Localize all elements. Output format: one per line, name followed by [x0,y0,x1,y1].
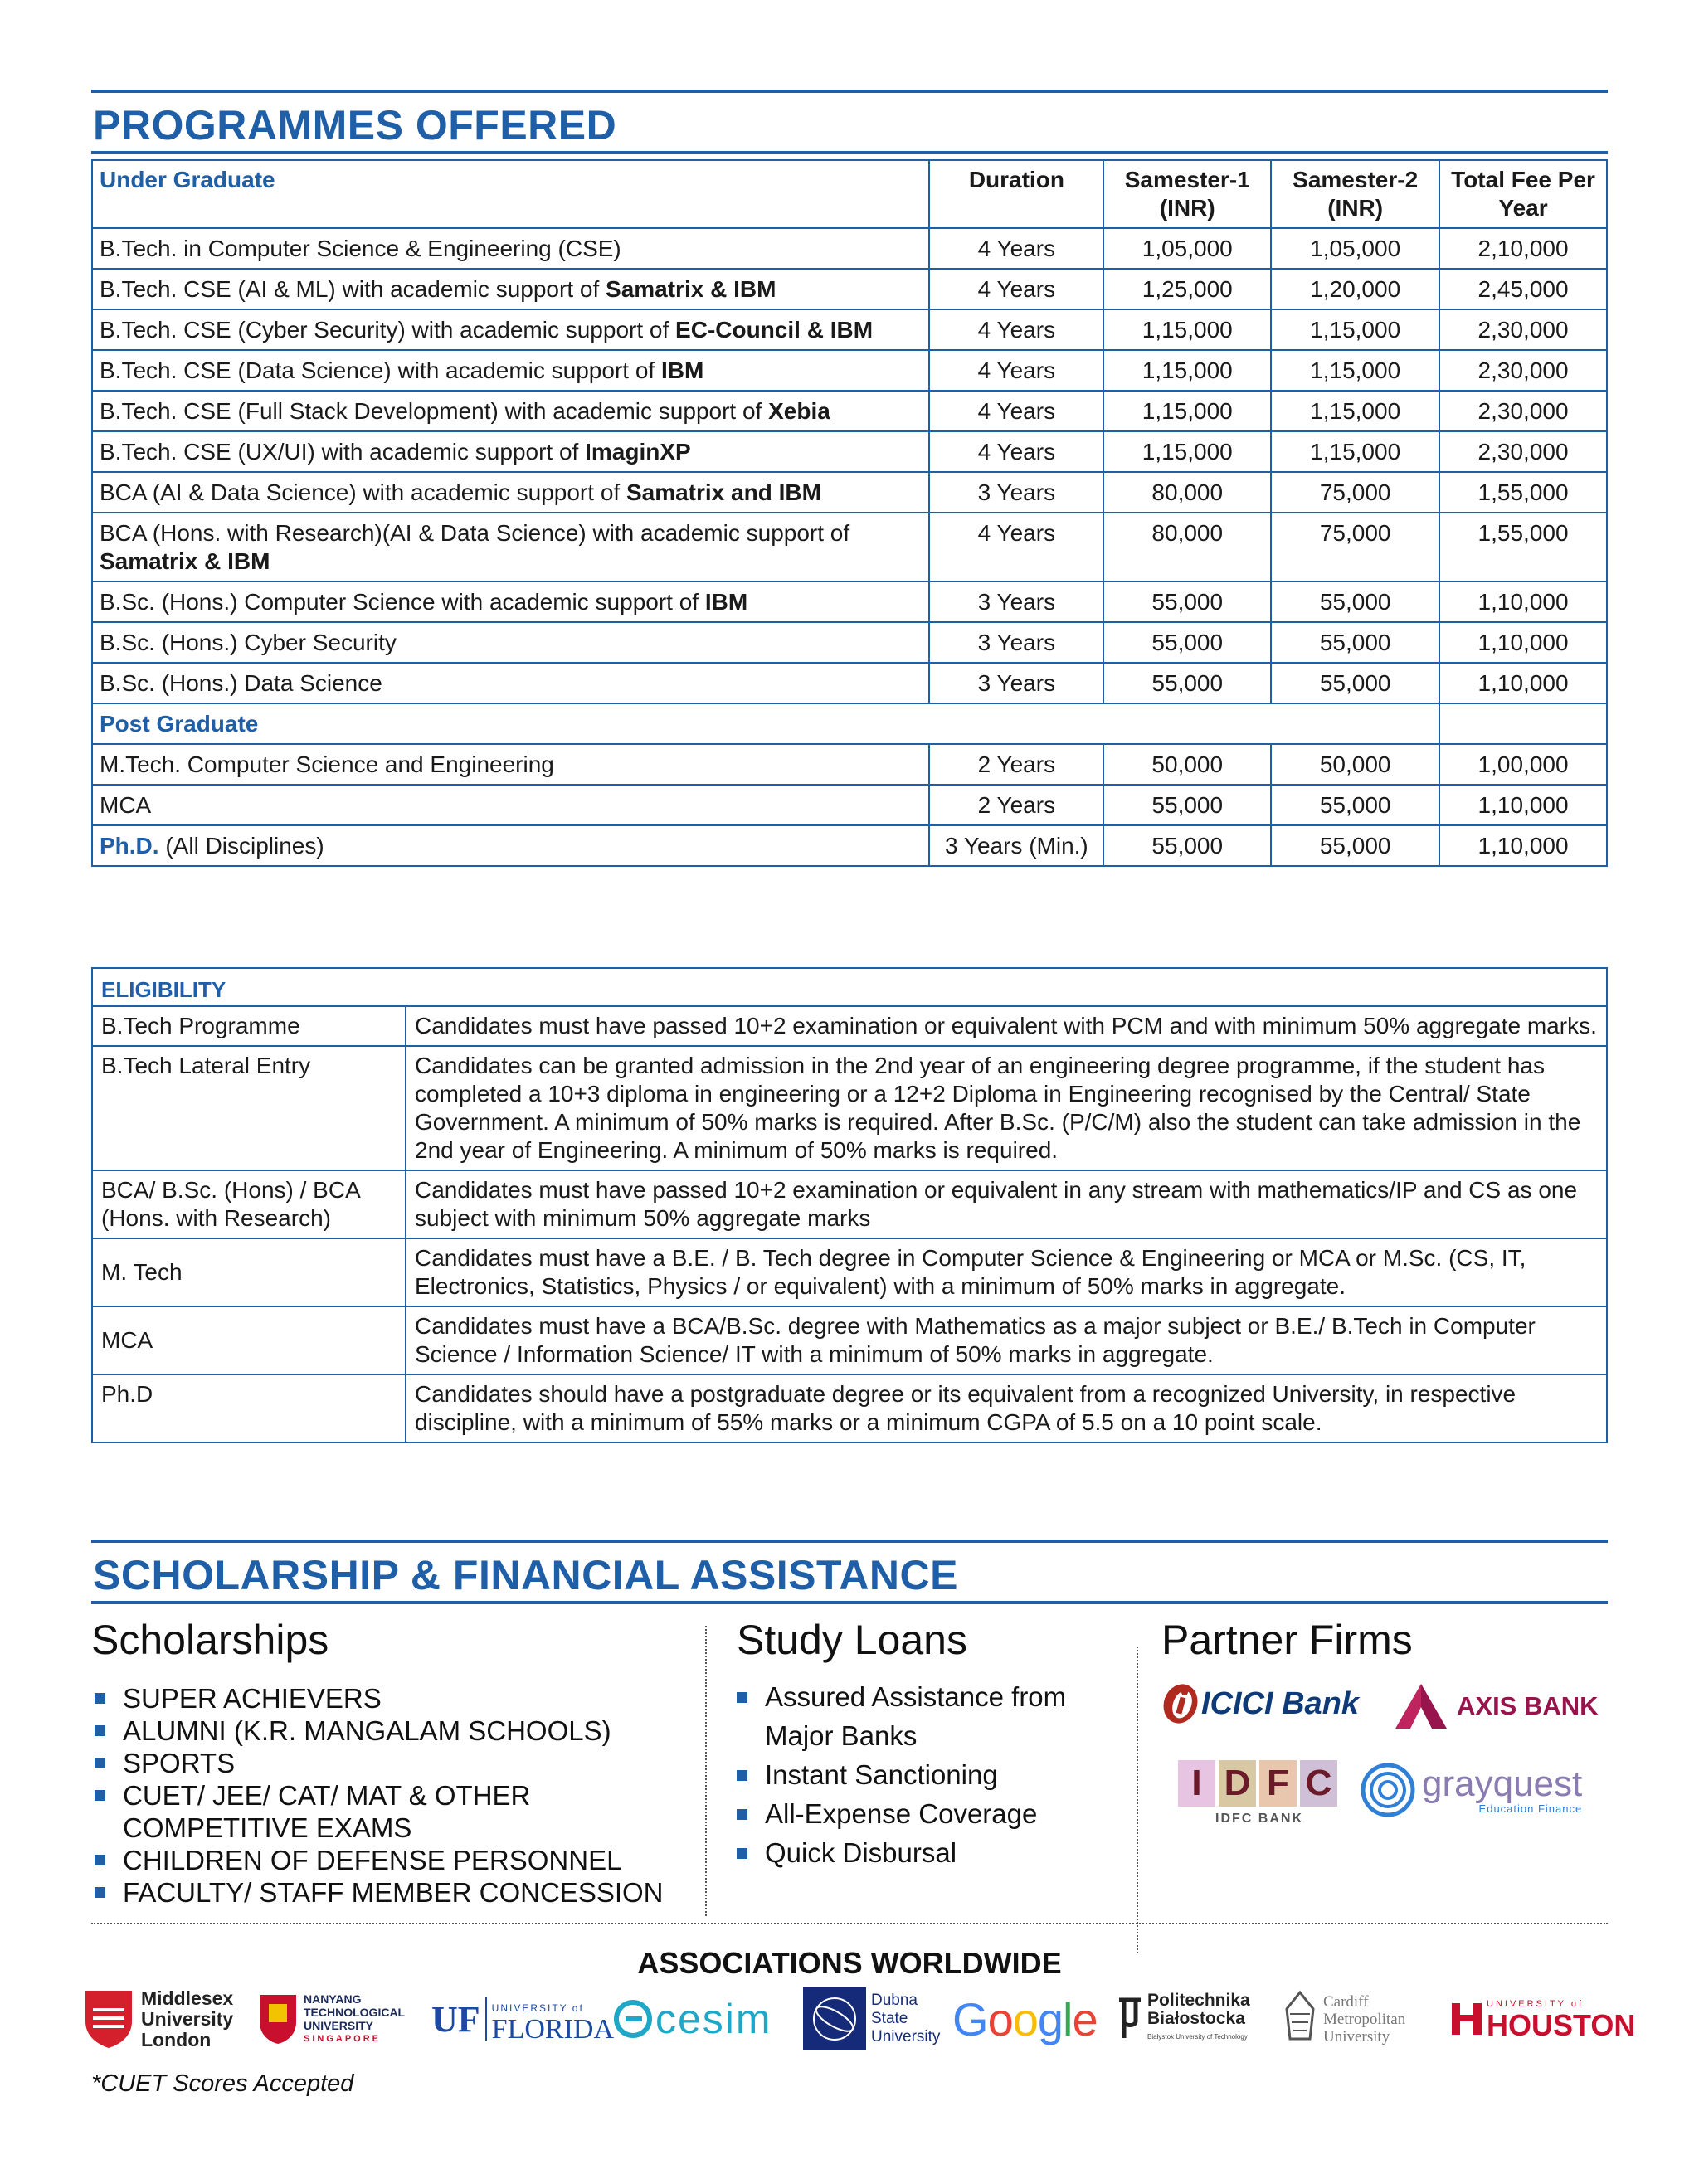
programme-name [92,350,929,391]
bialystok-line: Białostocka [1147,2009,1245,2028]
semester-2-fee: 75,000 [1271,472,1439,513]
total-fee: 2,10,000 [1439,228,1607,269]
programme-name [92,431,929,472]
axis-emblem-icon [1394,1682,1448,1730]
eligibility-title: ELIGIBILITY [92,968,1607,1006]
programme-name [92,472,929,513]
duration-cell: 3 Years [929,472,1103,513]
duration-cell: 3 Years [929,581,1103,622]
eligibility-criteria: Candidates can be granted admission in the 2nd year of an engineering degree programme, if the student has completed a 10+3 diploma in engineering or a 12+2 Diploma in Engineering recognised by the Central/ State Government. A minimum of 50% marks is required. After B.Sc. (P/C/M) also the student can take admission in the 2nd year of Engineering. A minimum of 50% marks is required. [406,1046,1607,1170]
scholarship-section-header [91,1540,1608,1604]
cardiff-emblem-icon [1282,1989,1318,2049]
semester-2-fee: 50,000 [1271,744,1439,785]
semester-1-fee: 80,000 [1103,472,1271,513]
google-letter: l [1063,1992,1073,2045]
dubna-line: Dubna [871,1992,918,2009]
footnote: *CUET Scores Accepted [91,2070,354,2097]
list-item: CHILDREN OF DEFENSE PERSONNEL [93,1844,707,1876]
idfc-subtitle: IDFC BANK [1215,1812,1303,1826]
programme-title: B.Tech. CSE (Cyber Security) with academic support of [100,317,676,343]
programme-name [92,228,929,269]
programme-title: BCA (Hons. with Research)(AI & Data Science) with academic support of [100,520,850,546]
total-fee: 1,10,000 [1439,663,1607,703]
google-letter: o [1012,1992,1038,2045]
eligibility-header-row [92,968,1607,1006]
ntu-name [304,1992,405,2045]
bialystok-logo [1116,1984,1250,2054]
bialystok-subtitle: Białystok University of Technology [1147,2033,1248,2041]
total-fee: 1,10,000 [1439,581,1607,622]
grayquest-subtitle: Education Finance [1478,1802,1583,1815]
eligibility-criteria: Candidates must have a BCA/B.Sc. degree with Mathematics as a major subject or B.E./ B.Tech in Computer Science / Information Science/ IT with a minimum of 50% marks in aggregate. [406,1306,1607,1374]
semester-2-fee: 55,000 [1271,663,1439,703]
google-letter: g [1037,1992,1064,2045]
eligibility-programme: MCA [92,1306,406,1374]
table-row [92,472,1607,513]
scholarships-list [93,1682,707,1909]
study-loans-heading: Study Loans [737,1617,967,1663]
uf-mark: UF [431,1998,480,2040]
semester-2-fee: 1,15,000 [1271,391,1439,431]
programme-name [92,825,929,866]
partner-name: IBM [704,589,748,615]
cardiff-name [1323,1993,1405,2045]
duration-cell: 3 Years (Min.) [929,825,1103,866]
column-divider [705,1626,707,1916]
partner-name: Samatrix & IBM [100,548,270,574]
programme-name: MCA [92,785,929,825]
cesim-name: cesim [655,1996,772,2042]
semester-2-fee: 55,000 [1271,825,1439,866]
list-item: Assured Assistance from Major Banks [735,1677,1125,1755]
table-row [92,228,1607,269]
programme-title: B.Sc. (Hons.) Data Science [100,670,382,696]
bialystok-emblem-icon [1116,1997,1144,2041]
ntu-crest-icon [257,1992,299,2045]
partner-firms-heading: Partner Firms [1161,1617,1413,1663]
ntu-line: TECHNOLOGICAL [304,2006,406,2019]
semester-1-fee: 1,15,000 [1103,309,1271,350]
icici-emblem-icon [1161,1682,1200,1725]
programme-title: B.Tech. CSE (Full Stack Development) with academic support of [100,398,769,424]
idfc-bank-logo [1178,1760,1341,1826]
partner-name: ImaginXP [585,439,691,465]
middlesex-logo [83,1984,233,2054]
uf-small: UNIVERSITY of [491,2002,584,2014]
scholarship-title: SCHOLARSHIP & FINANCIAL ASSISTANCE [93,1552,959,1598]
programmes-section-header [91,90,1608,154]
programme-name [92,622,929,663]
icici-bank-name: ICICI Bank [1201,1685,1360,1721]
table-row [92,269,1607,309]
total-fee: 1,10,000 [1439,825,1607,866]
idfc-letter-tile: I [1178,1760,1215,1807]
bialystok-name [1147,1992,1250,2046]
google-letter: o [987,1992,1013,2045]
divider [91,151,1608,154]
header-under-graduate: Under Graduate [92,160,929,228]
header-total-fee: Total Fee Per Year [1439,160,1607,228]
duration-cell: 2 Years [929,785,1103,825]
phd-label: Ph.D. [100,833,159,859]
total-fee: 2,30,000 [1439,350,1607,391]
programme-name [92,663,929,703]
eligibility-row [92,1306,1607,1374]
table-row [92,581,1607,622]
semester-1-fee: 1,15,000 [1103,431,1271,472]
table-header-row [92,160,1607,228]
programmes-title: PROGRAMMES OFFERED [93,102,617,148]
programme-title: B.Tech. in Computer Science & Engineering (CSE) [100,236,621,261]
google-wordmark [952,1992,1098,2046]
study-loans-list [735,1677,1125,1872]
column-divider [1137,1647,1138,1953]
semester-1-fee: 50,000 [1103,744,1271,785]
duration-cell: 4 Years [929,309,1103,350]
google-letter: e [1072,1992,1098,2045]
eligibility-programme: B.Tech Programme [92,1006,406,1046]
semester-2-fee: 75,000 [1271,513,1439,581]
semester-2-fee: 55,000 [1271,785,1439,825]
section-divider [91,1923,1608,1924]
eligibility-row [92,1238,1607,1306]
dubna-emblem-icon [803,1987,866,2050]
table-row [92,513,1607,581]
post-graduate-row [92,703,1607,744]
middlesex-line: University [141,2007,234,2030]
semester-1-fee: 55,000 [1103,785,1271,825]
duration-cell: 4 Years [929,350,1103,391]
table-row [92,309,1607,350]
semester-2-fee: 1,15,000 [1271,431,1439,472]
programme-name [92,391,929,431]
list-item: CUET/ JEE/ CAT/ MAT & OTHER COMPETITIVE EXAMS [93,1779,707,1844]
houston-emblem-icon [1450,2002,1483,2036]
programme-name [92,513,929,581]
list-item: ALUMNI (K.R. MANGALAM SCHOOLS) [93,1715,707,1747]
table-row [92,622,1607,663]
programme-name [92,581,929,622]
dubna-line: University [871,2028,941,2045]
duration-cell: 3 Years [929,663,1103,703]
duration-cell: 4 Years [929,513,1103,581]
idfc-letter-tile: F [1259,1760,1297,1807]
table-row [92,785,1607,825]
list-item: Instant Sanctioning [735,1755,1125,1794]
programme-title: B.Tech. CSE (AI & ML) with academic support of [100,276,606,302]
list-item: Quick Disbursal [735,1833,1125,1872]
eligibility-table [91,967,1608,1443]
duration-cell: 3 Years [929,622,1103,663]
axis-bank-name: AXIS BANK [1457,1691,1599,1720]
semester-2-fee: 1,15,000 [1271,309,1439,350]
eligibility-criteria: Candidates should have a postgraduate degree or its equivalent from a recognized University, in respective discipline, with a minimum of 55% marks or a minimum CGPA of 5.5 on a 10 point scale. [406,1374,1607,1442]
divider [91,1601,1608,1604]
middlesex-name [141,1988,233,2050]
duration-cell: 4 Years [929,269,1103,309]
scholarships-heading: Scholarships [91,1617,329,1663]
semester-2-fee: 1,15,000 [1271,350,1439,391]
duration-cell: 4 Years [929,228,1103,269]
semester-1-fee: 55,000 [1103,663,1271,703]
eligibility-criteria: Candidates must have passed 10+2 examination or equivalent in any stream with mathematics/IP and CS as one subject with minimum 50% aggregate marks [406,1170,1607,1238]
houston-small: UNIVERSITY of [1487,1999,1585,2009]
duration-cell: 4 Years [929,391,1103,431]
semester-1-fee: 1,05,000 [1103,228,1271,269]
semester-1-fee: 1,15,000 [1103,350,1271,391]
grayquest-text [1422,1763,1583,1815]
table-row [92,391,1607,431]
total-fee: 1,00,000 [1439,744,1607,785]
programme-name [92,309,929,350]
cesim-logo [614,1984,772,2054]
uf-logo [431,1984,614,2054]
dubna-name [871,1992,940,2046]
list-item: FACULTY/ STAFF MEMBER CONCESSION [93,1876,707,1909]
grayquest-name: grayquest [1422,1763,1583,1804]
table-row [92,663,1607,703]
total-fee: 2,45,000 [1439,269,1607,309]
semester-1-fee: 1,15,000 [1103,391,1271,431]
semester-1-fee: 55,000 [1103,622,1271,663]
ntu-line: UNIVERSITY [304,2019,374,2032]
ntu-line: SINGAPORE [304,2034,382,2044]
axis-bank-logo [1394,1682,1599,1730]
cardiff-line: Metropolitan [1323,2010,1406,2028]
programmes-table [91,159,1608,867]
semester-1-fee: 55,000 [1103,825,1271,866]
cesim-emblem-icon [614,2000,652,2038]
table-row [92,350,1607,391]
idfc-letter-tile: D [1219,1760,1256,1807]
eligibility-criteria: Candidates must have a B.E. / B. Tech degree in Computer Science & Engineering or MCA or M.Sc. (CS, IT, Electronics, Statistics, Physics / or equivalent) with a minimum of 50% marks in aggregate. [406,1238,1607,1306]
grayquest-emblem-icon [1361,1763,1415,1817]
programme-title: B.Tech. CSE (UX/UI) with academic support of [100,439,586,465]
programme-name: M.Tech. Computer Science and Engineering [92,744,929,785]
programme-title: B.Tech. CSE (Data Science) with academic support of [100,358,661,383]
list-item: SPORTS [93,1747,707,1779]
table-row [92,744,1607,785]
header-semester-2: Samester-2 (INR) [1271,160,1439,228]
semester-2-fee: 1,20,000 [1271,269,1439,309]
partner-name: IBM [660,358,704,383]
semester-2-fee: 55,000 [1271,581,1439,622]
partner-name: EC-Council & IBM [675,317,874,343]
ntu-logo [257,1984,405,2054]
semester-2-fee: 55,000 [1271,622,1439,663]
dubna-logo [803,1984,940,2054]
semester-2-fee: 1,05,000 [1271,228,1439,269]
uf-name [485,1997,614,2045]
eligibility-row [92,1006,1607,1046]
idfc-letters [1178,1760,1341,1807]
middlesex-line: Middlesex [141,1987,234,2009]
middlesex-shield-icon [83,1988,134,2050]
grayquest-logo [1361,1760,1582,1820]
duration-cell: 2 Years [929,744,1103,785]
eligibility-programme: Ph.D [92,1374,406,1442]
houston-name [1487,1997,1635,2041]
post-graduate-label: Post Graduate [92,703,1439,744]
eligibility-row [92,1170,1607,1238]
list-item: All-Expense Coverage [735,1794,1125,1833]
header-duration: Duration [929,160,1103,228]
semester-1-fee: 1,25,000 [1103,269,1271,309]
icici-bank-logo [1161,1682,1359,1725]
total-fee: 1,55,000 [1439,472,1607,513]
eligibility-programme: B.Tech Lateral Entry [92,1046,406,1170]
eligibility-programme: M. Tech [92,1238,406,1306]
ntu-line: NANYANG [304,1992,362,2006]
partner-name: Samatrix and IBM [626,479,821,505]
total-fee: 1,10,000 [1439,785,1607,825]
semester-1-fee: 55,000 [1103,581,1271,622]
total-fee: 2,30,000 [1439,309,1607,350]
total-fee: 2,30,000 [1439,391,1607,431]
google-letter: G [952,1992,988,2045]
duration-cell: 4 Years [929,431,1103,472]
programme-title: B.Sc. (Hons.) Cyber Security [100,630,397,655]
uf-word: FLORIDA [491,2014,614,2045]
cardiff-logo [1282,1984,1405,2054]
partner-name: Xebia [768,398,830,424]
semester-1-fee: 80,000 [1103,513,1271,581]
cardiff-line: University [1323,2027,1390,2045]
total-fee: 2,30,000 [1439,431,1607,472]
eligibility-criteria: Candidates must have passed 10+2 examination or equivalent with PCM and with minimum 50% aggregate marks. [406,1006,1607,1046]
partner-name: Samatrix & IBM [606,276,776,302]
houston-word: HOUSTON [1487,2008,1636,2042]
idfc-letter-tile: C [1300,1760,1337,1807]
table-row [92,825,1607,866]
eligibility-row [92,1374,1607,1442]
phd-note: (All Disciplines) [158,833,324,859]
total-fee: 1,10,000 [1439,622,1607,663]
middlesex-line: London [141,2028,212,2050]
header-semester-1: Samester-1 (INR) [1103,160,1271,228]
dubna-line: State [871,2010,908,2027]
associations-title: ASSOCIATIONS WORLDWIDE [637,1946,1062,1980]
programme-title: BCA (AI & Data Science) with academic support of [100,479,626,505]
eligibility-programme: BCA/ B.Sc. (Hons) / BCA (Hons. with Research) [92,1170,406,1238]
google-logo [952,1984,1098,2054]
eligibility-row [92,1046,1607,1170]
bialystok-line: Politechnika [1147,1991,1250,2010]
table-row [92,431,1607,472]
list-item: SUPER ACHIEVERS [93,1682,707,1715]
houston-logo [1450,1984,1635,2054]
programme-title: B.Sc. (Hons.) Computer Science with academic support of [100,589,705,615]
programme-name [92,269,929,309]
cardiff-line: Cardiff [1323,1992,1369,2011]
total-fee: 1,55,000 [1439,513,1607,581]
empty-cell [1439,703,1607,744]
